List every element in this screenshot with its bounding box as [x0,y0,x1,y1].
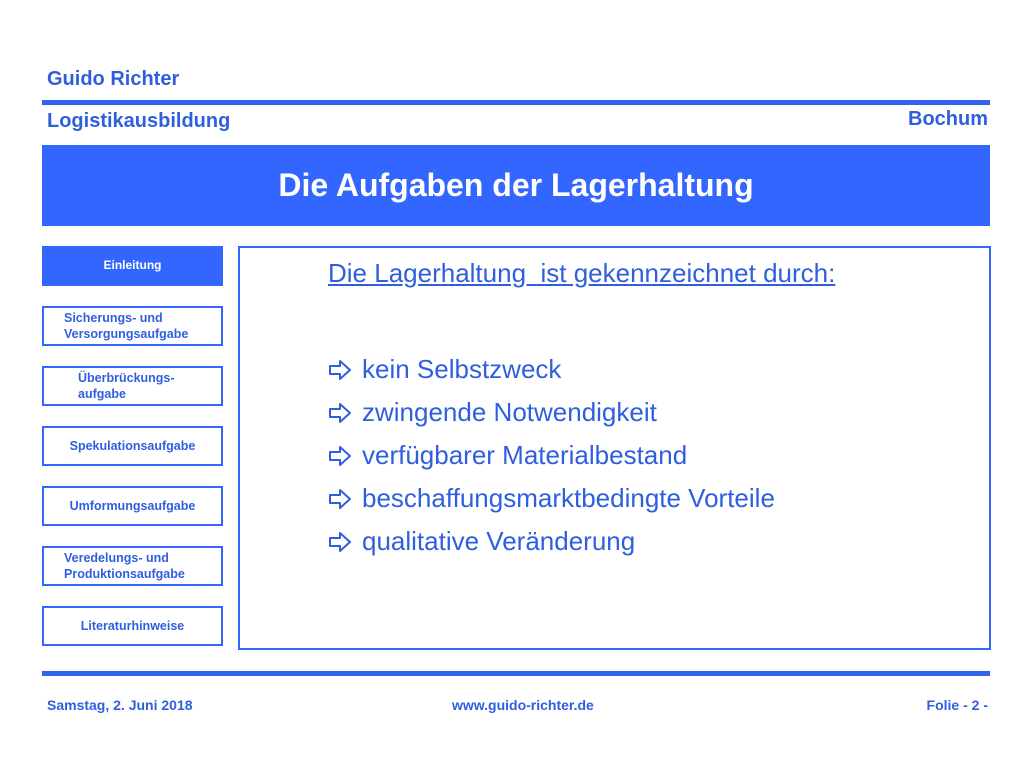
footer-date: Samstag, 2. Juni 2018 [47,697,193,713]
nav-button-ueberbrueckungsaufgabe[interactable] [42,366,223,406]
location-label: Bochum [908,108,988,130]
nav-label: Spekulationsaufgabe [69,438,196,453]
footer-slide-number: Folie - 2 - [926,697,988,713]
nav-button-spekulationsaufgabe[interactable] [42,426,223,466]
nav-button-einleitung[interactable] [42,246,223,286]
bullet-item [328,520,775,563]
hollow-right-arrow-icon [328,360,352,380]
nav-label: Überbrückungs- aufgabe [78,370,175,401]
nav-button-veredelungs-produktionsaufgabe[interactable] [42,546,223,586]
bullet-item [328,477,775,520]
bullet-list [328,348,775,563]
bullet-item [328,434,775,477]
content-lead: Die Lagerhaltung ist gekennzeichnet durch: [328,258,836,288]
nav-label: Literaturhinweise [80,618,185,633]
nav-label: Einleitung [103,258,162,273]
nav-button-sicherungs-versorgungsaufgabe[interactable] [42,306,223,346]
hollow-right-arrow-icon [328,489,352,509]
nav-label: Umformungsaufgabe [69,498,196,513]
bullet-text: kein Selbstzweck [362,354,562,384]
footer-website-link[interactable]: www.guido-richter.de [452,697,594,713]
bullet-text: qualitative Veränderung [362,526,636,556]
hollow-right-arrow-icon [328,446,352,466]
nav-button-umformungsaufgabe[interactable] [42,486,223,526]
author-name: Guido Richter [47,68,180,90]
course-subject: Logistikausbildung [47,110,231,132]
nav-label: Sicherungs- und Versorgungsaufgabe [64,310,189,341]
bullet-text: zwingende Notwendigkeit [362,397,657,427]
footer-divider [42,671,990,676]
content-panel [238,246,991,650]
hollow-right-arrow-icon [328,532,352,552]
nav-button-literaturhinweise[interactable] [42,606,223,646]
bullet-text: verfügbarer Materialbestand [362,440,688,470]
bullet-text: beschaffungsmarktbedingte Vorteile [362,483,775,513]
bullet-item [328,348,775,391]
hollow-right-arrow-icon [328,403,352,423]
header-divider [42,100,990,105]
nav-label: Veredelungs- und Produktionsaufgabe [64,550,185,581]
slide-title: Die Aufgaben der Lagerhaltung [42,145,990,226]
bullet-item [328,391,775,434]
